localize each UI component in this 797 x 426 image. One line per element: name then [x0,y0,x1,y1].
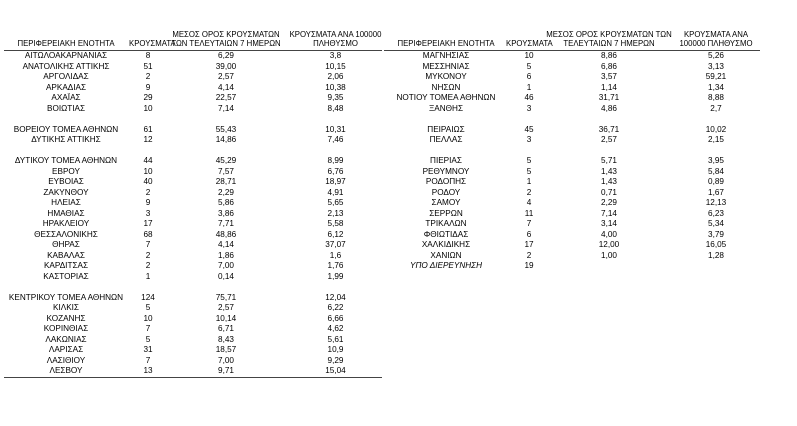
per100k-cell: 10,15 [325,61,346,71]
cases-cell: 3 [526,103,532,113]
cases-cell: 44 [143,156,153,165]
per100k-cell: 5,58 [327,219,344,228]
table-row [4,51,382,62]
cases-cell: 8 [145,51,151,60]
header-avg7: ΜΕΣΟΣ ΟΡΟΣ ΚΡΟΥΣΜΑΤΩΝ ΤΩΝ ΤΕΛΕΥΤΑΙΩΝ 7 ΗΜΕΡΩΝ [171,30,281,48]
table-row [4,135,382,146]
region-cell: ΘΗΡΑΣ [52,240,80,249]
region-cell: ΠΕΙΡΑΙΩΣ [427,124,465,134]
cases-cell: 5 [526,61,532,71]
avg7-cell: 39,00 [215,61,237,71]
region-cell: ΦΘΙΩΤΙΔΑΣ [423,229,469,239]
per100k-cell: 1,76 [327,261,344,270]
header-cases: ΚΡΟΥΣΜΑΤΑ [129,39,176,48]
table-row [4,62,382,73]
table-row [384,93,760,104]
left-table-header [4,0,382,51]
avg7-cell: 1,00 [601,250,617,260]
avg7-cell: 7,14 [601,208,617,218]
table-row [4,72,382,83]
header-per100k: ΚΡΟΥΣΜΑΤΑ ΑΝΑ 100000 ΠΛΗΘΥΣΜΟ [679,30,753,48]
cases-cell: 124 [141,292,155,302]
region-cell: ΡΟΔΟΠΗΣ [425,177,467,186]
region-cell: ΝΟΤΙΟΥ ΤΟΜΕΑ ΑΘΗΝΩΝ [396,93,496,102]
table-row [384,240,760,251]
table-row [384,156,760,167]
per100k-cell: 3,79 [708,229,724,239]
cases-cell: 3 [145,208,151,218]
cases-cell: 45 [524,124,534,134]
cases-cell: 5 [145,303,151,312]
region-cell: ΔΥΤΙΚΗΣ ΑΤΤΙΚΗΣ [31,135,101,144]
table-row [384,167,760,178]
table-row [384,251,760,262]
cases-cell: 2 [145,187,151,197]
table-row [384,177,760,188]
cases-cell: 17 [143,219,153,228]
header-region: ΠΕΡΙΦΕΡΕΙΑΚΗ ΕΝΟΤΗΤΑ [17,39,115,48]
region-cell: ΚΕΝΤΡΙΚΟΥ ΤΟΜΕΑ ΑΘΗΝΩΝ [8,292,124,302]
cases-cell: 7 [526,219,532,228]
region-cell: ΠΙΕΡΙΑΣ [430,156,462,165]
cases-cell: 1 [526,82,532,92]
avg7-cell: 7,71 [218,219,234,228]
table-row [4,314,382,325]
cases-cell: 1 [145,271,151,281]
avg7-cell: 1,14 [601,82,617,92]
region-cell: ΡΟΔΟΥ [431,187,461,197]
per100k-cell: 7,46 [327,135,344,144]
region-cell: ΜΕΣΣΗΝΙΑΣ [422,61,470,71]
per100k-cell: 12,04 [325,292,346,302]
table-row [4,177,382,188]
per100k-cell: 10,38 [325,82,346,92]
table-row [384,230,760,241]
per100k-cell: 10,02 [705,124,727,134]
cases-cell: 1 [526,177,532,186]
region-cell: ΛΑΡΙΣΑΣ [48,345,84,354]
region-cell: ΒΟΡΕΙΟΥ ΤΟΜΕΑ ΑΘΗΝΩΝ [13,124,119,134]
per100k-cell: 5,65 [327,198,344,207]
table-row [384,51,760,62]
cases-cell: 11 [524,208,534,218]
table-row [384,62,760,73]
avg7-cell: 1,86 [218,250,234,260]
per100k-cell: 5,61 [327,334,344,344]
right-table [384,0,760,272]
right-table-body [384,51,760,272]
cases-cell: 40 [143,177,153,186]
region-cell: ΚΑΒΑΛΑΣ [47,250,85,260]
table-row [4,324,382,335]
per100k-cell: 6,76 [327,166,344,176]
table-row [4,272,382,283]
cases-cell: 10 [143,166,153,176]
cases-cell: 68 [143,229,153,239]
avg7-cell: 0,14 [218,271,234,281]
region-cell: ΕΥΒΟΙΑΣ [48,177,84,186]
region-cell: ΝΗΣΩΝ [431,82,461,92]
per100k-cell: 4,62 [327,324,344,333]
cases-cell: 61 [143,124,153,134]
table-row [384,72,760,83]
region-cell: ΗΛΕΙΑΣ [51,198,81,207]
per100k-cell: 8,88 [708,93,724,102]
region-cell: ΑΙΤΩΛΟΑΚΑΡΝΑΝΙΑΣ [24,51,108,60]
avg7-cell: 0,71 [601,187,617,197]
avg7-cell: 10,14 [215,313,237,323]
table-row [384,209,760,220]
table-row [4,230,382,241]
avg7-cell: 28,71 [215,177,237,186]
avg7-cell: 2,29 [218,187,234,197]
cases-cell: 2 [145,72,151,81]
avg7-cell: 14,86 [215,135,237,144]
avg7-cell: 6,86 [601,61,617,71]
cases-cell: 19 [524,261,534,270]
per100k-cell: 6,66 [327,313,344,323]
cases-cell: 10 [143,103,153,113]
avg7-cell: 45,29 [215,156,237,165]
region-cell: ΞΑΝΘΗΣ [428,103,464,113]
per100k-cell: 4,91 [327,187,344,197]
table-row [4,209,382,220]
table-row [4,303,382,314]
per100k-cell: 3,13 [708,61,724,71]
cases-cell: 5 [526,166,532,176]
left-table [4,0,382,377]
table-row [4,167,382,178]
avg7-cell: 3,14 [601,219,617,228]
cases-cell: 10 [524,51,534,60]
table-row [4,251,382,262]
cases-cell: 13 [143,366,153,375]
avg7-cell: 1,43 [601,177,617,186]
cases-cell: 12 [143,135,153,144]
region-cell: ΚΑΣΤΟΡΙΑΣ [43,271,89,281]
table-row [4,366,382,377]
cases-cell: 51 [143,61,153,71]
per100k-cell: 5,34 [708,219,724,228]
table-row [4,240,382,251]
region-cell: ΛΑΣΙΘΙΟΥ [46,355,86,365]
avg7-cell: 6,71 [218,324,234,333]
table-row [4,293,382,304]
avg7-cell: 48,86 [215,229,237,239]
per100k-cell: 0,89 [708,177,724,186]
table-row [4,335,382,346]
region-cell: ΠΕΛΛΑΣ [429,135,463,144]
avg7-cell: 7,00 [218,261,234,270]
region-cell: ΧΑΝΙΩΝ [430,250,462,260]
per100k-cell: 8,48 [327,103,344,113]
region-cell: ΚΑΡΔΙΤΣΑΣ [43,261,89,270]
per100k-cell: 18,97 [325,177,346,186]
avg7-cell: 1,43 [601,166,617,176]
region-cell: ΒΟΙΩΤΙΑΣ [46,103,86,113]
per100k-cell: 12,13 [705,198,727,207]
avg7-cell: 22,57 [215,93,237,102]
cases-cell: 7 [145,355,151,365]
table-row [4,93,382,104]
cases-cell: 29 [143,93,153,102]
table-row [4,356,382,367]
avg7-cell: 2,57 [218,303,234,312]
per100k-cell: 3,8 [329,51,342,60]
avg7-cell: 12,00 [598,240,620,249]
avg7-cell: 7,57 [218,166,234,176]
avg7-cell: 7,00 [218,355,234,365]
cases-cell: 6 [526,72,532,81]
per100k-cell: 1,28 [708,250,724,260]
region-cell: ΡΕΘΥΜΝΟΥ [422,166,470,176]
avg7-cell: 36,71 [598,124,620,134]
cases-cell: 46 [524,93,534,102]
region-cell: ΥΠΟ ΔΙΕΡΕΥΝΗΣΗ [410,261,482,270]
avg7-cell: 7,14 [218,103,234,113]
table-row [4,83,382,94]
spacer-row [4,146,382,157]
avg7-cell: 55,43 [215,124,237,134]
per100k-cell: 2,7 [710,103,722,113]
table-row [384,125,760,136]
table-row [4,198,382,209]
per100k-cell: 16,05 [705,240,727,249]
region-cell: ΑΧΑΪΑΣ [51,93,81,102]
table-row [384,198,760,209]
table-row [384,188,760,199]
cases-cell: 7 [145,324,151,333]
avg7-cell: 4,86 [601,103,617,113]
spacer-row [384,114,760,125]
per100k-cell: 10,9 [327,345,344,354]
cases-cell: 3 [526,135,532,144]
table-row [384,219,760,230]
avg7-cell: 2,57 [218,72,234,81]
cases-cell: 9 [145,82,151,92]
per100k-cell: 10,31 [325,124,346,134]
region-cell: ΚΟΖΑΝΗΣ [46,313,86,323]
avg7-cell: 2,29 [601,198,617,207]
table-row [384,104,760,115]
region-cell: ΜΥΚΟΝΟΥ [425,72,467,81]
avg7-cell: 3,86 [218,208,234,218]
table-row [4,219,382,230]
table-row [4,125,382,136]
table-bottom-border [4,377,382,378]
table-row [4,261,382,272]
region-cell: ΣΕΡΡΩΝ [429,208,463,218]
region-cell: ΘΕΣΣΑΛΟΝΙΚΗΣ [34,229,98,239]
per100k-cell: 2,06 [327,72,344,81]
table-row [4,345,382,356]
cases-cell: 17 [524,240,534,249]
cases-cell: 31 [143,345,153,354]
spacer-row [384,146,760,157]
per100k-cell: 1,67 [708,187,724,197]
region-cell: ΛΑΚΩΝΙΑΣ [45,334,87,344]
per100k-cell: 2,13 [327,208,344,218]
cases-cell: 10 [143,313,153,323]
avg7-cell: 6,29 [218,51,234,60]
spacer-row [4,114,382,125]
region-cell: ΑΡΓΟΛΙΔΑΣ [43,72,89,81]
region-cell: ΤΡΙΚΑΛΩΝ [425,219,467,228]
left-table-body [4,51,382,377]
table-row [384,261,760,272]
header-per100k: ΚΡΟΥΣΜΑΤΑ ΑΝΑ 100000 ΠΛΗΘΥΣΜΟ [289,30,382,48]
cases-cell: 4 [526,198,532,207]
per100k-cell: 6,22 [327,303,344,312]
cases-cell: 9 [145,198,151,207]
avg7-cell: 4,14 [218,82,234,92]
avg7-cell: 2,57 [601,135,617,144]
per100k-cell: 59,21 [705,72,727,81]
avg7-cell: 8,43 [218,334,234,344]
cases-cell: 2 [526,187,532,197]
region-cell: ΖΑΚΥΝΘΟΥ [43,187,89,197]
region-cell: ΛΕΣΒΟΥ [49,366,83,375]
avg7-cell: 4,00 [601,229,617,239]
cases-cell: 6 [526,229,532,239]
table-row [384,135,760,146]
spacer-row [4,282,382,293]
cases-cell: 2 [145,250,151,260]
cases-cell: 5 [526,156,532,165]
per100k-cell: 5,84 [708,166,724,176]
cases-cell: 7 [145,240,151,249]
cases-cell: 2 [526,250,532,260]
per100k-cell: 37,07 [325,240,346,249]
avg7-cell: 31,71 [598,93,620,102]
per100k-cell: 6,23 [708,208,724,218]
region-cell: ΗΡΑΚΛΕΙΟΥ [42,219,90,228]
header-cases: ΚΡΟΥΣΜΑΤΑ [506,39,553,48]
region-cell: ΔΥΤΙΚΟΥ ΤΟΜΕΑ ΑΘΗΝΩΝ [14,156,118,165]
avg7-cell: 4,14 [218,240,234,249]
per100k-cell: 1,34 [708,82,724,92]
per100k-cell: 2,15 [708,135,724,144]
avg7-cell: 9,71 [218,366,234,375]
region-cell: ΑΡΚΑΔΙΑΣ [45,82,87,92]
avg7-cell: 3,57 [601,72,617,81]
table-row [4,156,382,167]
avg7-cell: 18,57 [215,345,237,354]
header-avg7: ΜΕΣΟΣ ΟΡΟΣ ΚΡΟΥΣΜΑΤΩΝ ΤΩΝ ΤΕΛΕΥΤΑΙΩΝ 7 ΗΜΕΡΩΝ [546,30,672,48]
per100k-cell: 9,35 [327,93,344,102]
avg7-cell: 75,71 [215,292,237,302]
region-cell: ΕΒΡΟΥ [52,166,80,176]
avg7-cell: 5,71 [601,156,617,165]
per100k-cell: 5,26 [708,51,724,60]
region-cell: ΗΜΑΘΙΑΣ [47,208,85,218]
table-row [384,83,760,94]
region-cell: ΑΝΑΤΟΛΙΚΗΣ ΑΤΤΙΚΗΣ [22,61,110,71]
cases-cell: 5 [145,334,151,344]
per100k-cell: 3,95 [708,156,724,165]
avg7-cell: 8,86 [601,51,617,60]
region-cell: ΧΑΛΚΙΔΙΚΗΣ [421,240,471,249]
region-cell: ΚΟΡΙΝΘΙΑΣ [43,324,89,333]
region-cell: ΜΑΓΝΗΣΙΑΣ [422,51,470,60]
right-table-header [384,0,760,51]
table-row [4,188,382,199]
region-cell: ΚΙΛΚΙΣ [52,303,79,312]
per100k-cell: 8,99 [327,156,344,165]
region-cell: ΣΑΜΟΥ [431,198,461,207]
per100k-cell: 9,29 [327,355,344,365]
cases-cell: 2 [145,261,151,270]
header-region: ΠΕΡΙΦΕΡΕΙΑΚΗ ΕΝΟΤΗΤΑ [397,39,495,48]
per100k-cell: 1,6 [329,250,342,260]
avg7-cell: 5,86 [218,198,234,207]
table-row [4,104,382,115]
per100k-cell: 1,99 [327,271,344,281]
per100k-cell: 6,12 [327,229,344,239]
per100k-cell: 15,04 [325,366,346,375]
